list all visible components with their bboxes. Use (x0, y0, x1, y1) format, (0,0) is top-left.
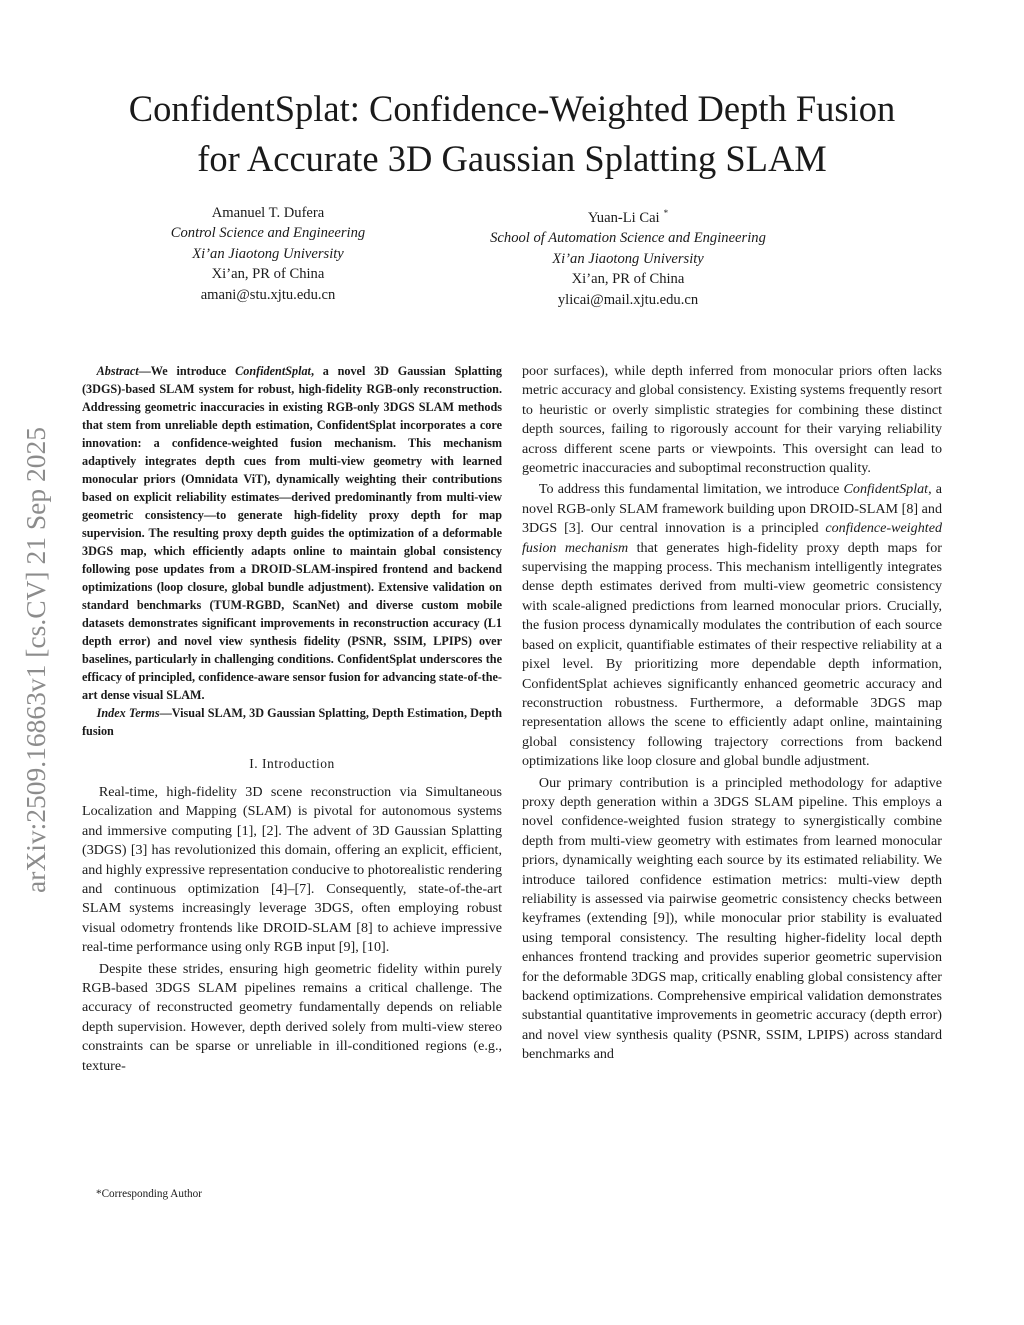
abstract-text: , a novel 3D Gaussian Splatting (3DGS)-based SLAM system for robust, high-fidelity RGB-only reconstruction. Addressing geometric inaccuracies in existing RGB-only 3DGS SLAM methods that stem from unreliable depth estimation, ConfidentSplat incorporates a core innovation: a confidence-weighted fusion mechanism. This mechanism adaptively integrates depth cues from multi-view geometry with learned monocular priors (Omnidata ViT), dynamically weighting their contributions based on explicit reliability estimates—derived predominantly from multi-view geometric consistency—to generate high-fidelity proxy depth for map supervision. The resulting proxy depth guides the optimization of a deformable 3DGS map, which efficiently adapts online to maintain global consistency following pose updates from a DROID-SLAM-inspired frontend and backend optimizations (loop closure, global bundle adjustment). Extensive validation on standard benchmarks (TUM-RGBD, ScanNet) and diverse custom mobile datasets demonstrates significant improvements in reconstruction accuracy (L1 depth error) and novel view synthesis fidelity (PSNR, SSIM, LPIPS) over baselines, particularly in challenging conditions. ConfidentSplat underscores the efficacy of principled, confidence-aware sensor fusion for advancing state-of-the-art dense visual SLAM. (82, 364, 502, 702)
author-university: Xi’an Jiaotong University (552, 250, 704, 267)
abstract-dash: —We introduce (138, 364, 236, 378)
intro-paragraph-3: poor surfaces), while depth inferred from monocular priors often lacks metric accuracy and global consistency. Existing systems frequently resort to heuristic or overly simplistic strategies for combining these distinct depth sources, failing to rigorously account for their varying reliability across different scene parts or viewpoints. This oversight can lead to geometric inaccuracies and suboptimal reconstruction quality. (522, 363, 942, 477)
emphasis-phrase: confidence-weighted fusion mechanism (522, 520, 942, 556)
text-run: To address this fundamental limitation, we introduce (538, 481, 844, 498)
intro-paragraph-2: Despite these strides, ensuring high geometric fidelity within purely RGB-based 3DGS SLAM pipelines remains a critical challenge. The accuracy of reconstructed geometry fundamentally depends on reliable depth supervision. However, depth derived solely from multi-view stereo constraints can be sparse or unreliable in ill-conditioned regions (e.g., texture- (82, 960, 502, 1074)
title-line-2: for Accurate 3D Gaussian Splatting SLAM (197, 138, 827, 179)
corresponding-mark: * (663, 208, 669, 218)
index-terms-label: Index Terms (96, 706, 160, 720)
index-terms-text: —Visual SLAM, 3D Gaussian Splatting, Depth Estimation, Depth fusion (82, 706, 502, 738)
right-column (522, 362, 942, 1065)
text-run: that generates high-fidelity proxy depth maps for supervising the mapping process. This mechanism intelligently integrates dense depth estimates derived from multi-view geometric consistency with scale-aligned predictions from learned monocular priors. Crucially, the fusion process dynamically modulates the contribution of each source based on explicit, quantifiable estimates of their respective reliability at a pixel level. By prioritizing more dependable depth information, ConfidentSplat achieves significantly enhanced geometric accuracy and reconstruction robustness. Furthermore, a deformable 3DGS map representation allows the scene to efficiently adapt online, maintaining global consistency following trajectory corrections from backend optimizations like loop closure and global bundle adjustment. (522, 539, 942, 770)
text-run: , a novel RGB-only SLAM framework building upon DROID-SLAM [8] and 3DGS [3]. Our central innovation is a principled (522, 481, 942, 537)
author-department: School of Automation Science and Engineering (490, 230, 766, 247)
author-block-1 (118, 203, 418, 305)
author-name: Amanuel T. Dufera (211, 205, 325, 221)
left-column (82, 362, 502, 1076)
author-location: Xi’an, PR of China (571, 271, 685, 288)
author-location: Xi’an, PR of China (211, 266, 325, 283)
author-email[interactable]: amani@stu.xjtu.edu.cn (200, 286, 336, 303)
author-department: Control Science and Engineering (170, 225, 366, 242)
intro-paragraph-5: Our primary contribution is a principled methodology for adaptive proxy depth generation within a 3DGS SLAM pipeline. This employs a novel confidence-weighted fusion strategy to synergistically combine depth from multi-view geometry with estimates from learned monocular priors, dynamically weighting each source by its estimated reliability. We introduce tailored confidence estimation metrics: multi-view depth reliability is assessed via pairwise geometric consistency checks between keyframes (extending [9]), while monocular prior stability is evaluated using temporal consistency. The resulting higher-fidelity local depth enhances frontend tracking and provides superior geometric supervision for the deformable 3DGS map, critically enabling global consistency after backend optimizations. Comprehensive empirical validation demonstrates substantial quantitative improvements in geometric accuracy (depth error) and novel view synthesis quality (PSNR, SSIM, LPIPS) across standard benchmarks and (522, 774, 942, 1063)
footnote-text: *Corresponding Author (96, 1188, 202, 1200)
arxiv-id[interactable]: arXiv:2509.16863v1 [cs.CV] 21 Sep 2025 (20, 427, 51, 893)
system-name: ConfidentSplat (843, 481, 929, 498)
author-university: Xi’an Jiaotong University (192, 245, 344, 262)
author-name-line (428, 203, 828, 228)
arxiv-stamp (8, 362, 64, 958)
author-email[interactable]: ylicai@mail.xjtu.edu.cn (557, 291, 699, 308)
author-name: Yuan-Li Cai (587, 210, 660, 226)
section-heading: I. Introduction (249, 756, 335, 771)
paper-title (40, 84, 984, 184)
author-block-2 (428, 203, 828, 310)
title-line-1: ConfidentSplat: Confidence-Weighted Depth Fusion (128, 88, 896, 129)
index-terms (82, 704, 502, 740)
abstract-system-name: ConfidentSplat (235, 364, 311, 378)
abstract-label: Abstract (96, 364, 139, 378)
intro-paragraph-4 (522, 480, 942, 771)
abstract (82, 362, 502, 704)
intro-paragraph-1: Real-time, high-fidelity 3D scene reconstruction via Simultaneous Localization and Mapping (SLAM) is pivotal for autonomous systems and immersive computing [1], [2]. The advent of 3D Gaussian Splatting (3DGS) [3] has revolutionized this domain, offering an explicit, efficient, and highly expressive representation conducive to photorealistic rendering and continuous optimization [4]–[7]. Consequently, state-of-the-art SLAM systems increasingly leverage 3DGS, often employing robust visual odometry frontends like DROID-SLAM [8] to achieve impressive real-time performance using only RGB input [9], [10]. (82, 784, 502, 956)
footnote (82, 1187, 502, 1201)
